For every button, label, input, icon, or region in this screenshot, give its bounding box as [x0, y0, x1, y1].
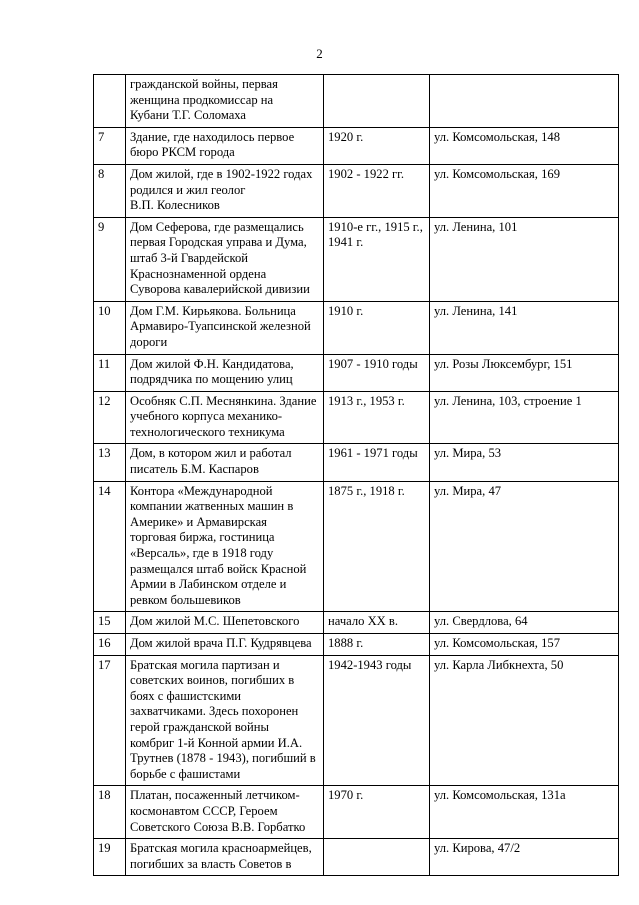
object-name-cell: гражданской войны, первая женщина продкомиссар на Кубани Т.Г. Соломаха [126, 75, 324, 128]
object-name-cell: Платан, посаженный летчиком- космонавтом СССР, Героем Советского Союза В.В. Горбатко [126, 786, 324, 839]
table-row [94, 301, 619, 354]
object-name-cell: Здание, где находилось первое бюро РКСМ города [126, 127, 324, 164]
date-cell [324, 75, 430, 128]
table-body [94, 75, 619, 876]
table-row [94, 612, 619, 634]
table-row [94, 127, 619, 164]
row-number: 13 [94, 444, 126, 481]
table-row [94, 481, 619, 612]
row-number: 14 [94, 481, 126, 612]
date-cell: 1902 - 1922 гг. [324, 164, 430, 217]
object-name-cell: Братская могила красноармейцев, погибших за власть Советов в [126, 839, 324, 876]
object-name-cell: Дом Г.М. Кирьякова. Больница Армавиро-Туапсинской железной дороги [126, 301, 324, 354]
object-name-cell: Дом жилой врача П.Г. Кудрявцева [126, 634, 324, 656]
date-cell: 1875 г., 1918 г. [324, 481, 430, 612]
date-cell [324, 839, 430, 876]
object-name-cell: Дом Сеферова, где размещались первая Городская управа и Дума, штаб 3-й Гвардейской Краснознаменной ордена Суворова кавалерийской дивизии [126, 217, 324, 301]
page-number: 2 [316, 46, 323, 61]
table-row [94, 391, 619, 444]
table-row [94, 354, 619, 391]
table-row [94, 634, 619, 656]
address-cell: ул. Ленина, 103, строение 1 [430, 391, 619, 444]
date-cell: 1942-1943 годы [324, 655, 430, 786]
row-number: 10 [94, 301, 126, 354]
row-number: 8 [94, 164, 126, 217]
object-name-cell: Дом жилой Ф.Н. Кандидатова, подрядчика по мощению улиц [126, 354, 324, 391]
date-cell: 1970 г. [324, 786, 430, 839]
address-cell: ул. Мира, 47 [430, 481, 619, 612]
date-cell: 1888 г. [324, 634, 430, 656]
table-row [94, 75, 619, 128]
date-cell: 1961 - 1971 годы [324, 444, 430, 481]
table-row [94, 839, 619, 876]
row-number: 7 [94, 127, 126, 164]
date-cell: начало XX в. [324, 612, 430, 634]
row-number: 16 [94, 634, 126, 656]
address-cell: ул. Ленина, 101 [430, 217, 619, 301]
date-cell: 1913 г., 1953 г. [324, 391, 430, 444]
date-cell: 1910 г. [324, 301, 430, 354]
monuments-table [93, 74, 619, 876]
row-number [94, 75, 126, 128]
row-number: 17 [94, 655, 126, 786]
address-cell: ул. Мира, 53 [430, 444, 619, 481]
address-cell: ул. Свердлова, 64 [430, 612, 619, 634]
address-cell [430, 75, 619, 128]
object-name-cell: Дом, в котором жил и работал писатель Б.М. Каспаров [126, 444, 324, 481]
address-cell: ул. Кирова, 47/2 [430, 839, 619, 876]
address-cell: ул. Карла Либкнехта, 50 [430, 655, 619, 786]
address-cell: ул. Комсомольская, 131а [430, 786, 619, 839]
row-number: 15 [94, 612, 126, 634]
row-number: 12 [94, 391, 126, 444]
table-row [94, 444, 619, 481]
object-name-cell: Контора «Международной компании жатвенных машин в Америке» и Армавирская торговая биржа, гостиница «Версаль», где в 1918 году размещался штаб войск Красной Армии в Лабинском отделе и ревком большевиков [126, 481, 324, 612]
date-cell: 1910-е гг., 1915 г., 1941 г. [324, 217, 430, 301]
row-number: 11 [94, 354, 126, 391]
address-cell: ул. Розы Люксембург, 151 [430, 354, 619, 391]
table-row [94, 655, 619, 786]
row-number: 19 [94, 839, 126, 876]
table-row [94, 786, 619, 839]
object-name-cell: Особняк С.П. Меснянкина. Здание учебного корпуса механико- технологического техникума [126, 391, 324, 444]
table-row [94, 164, 619, 217]
address-cell: ул. Комсомольская, 169 [430, 164, 619, 217]
object-name-cell: Дом жилой М.С. Шепетовского [126, 612, 324, 634]
address-cell: ул. Комсомольская, 148 [430, 127, 619, 164]
address-cell: ул. Комсомольская, 157 [430, 634, 619, 656]
object-name-cell: Братская могила партизан и советских воинов, погибших в боях с фашистскими захватчиками. Здесь похоронен герой гражданской войны комбриг 1-й Конной армии И.А. Трутнев (1878 - 1943), погибший в борьбе с фашистами [126, 655, 324, 786]
object-name-cell: Дом жилой, где в 1902-1922 годах родился и жил геолог В.П. Колесников [126, 164, 324, 217]
date-cell: 1920 г. [324, 127, 430, 164]
row-number: 9 [94, 217, 126, 301]
row-number: 18 [94, 786, 126, 839]
date-cell: 1907 - 1910 годы [324, 354, 430, 391]
address-cell: ул. Ленина, 141 [430, 301, 619, 354]
table-row [94, 217, 619, 301]
